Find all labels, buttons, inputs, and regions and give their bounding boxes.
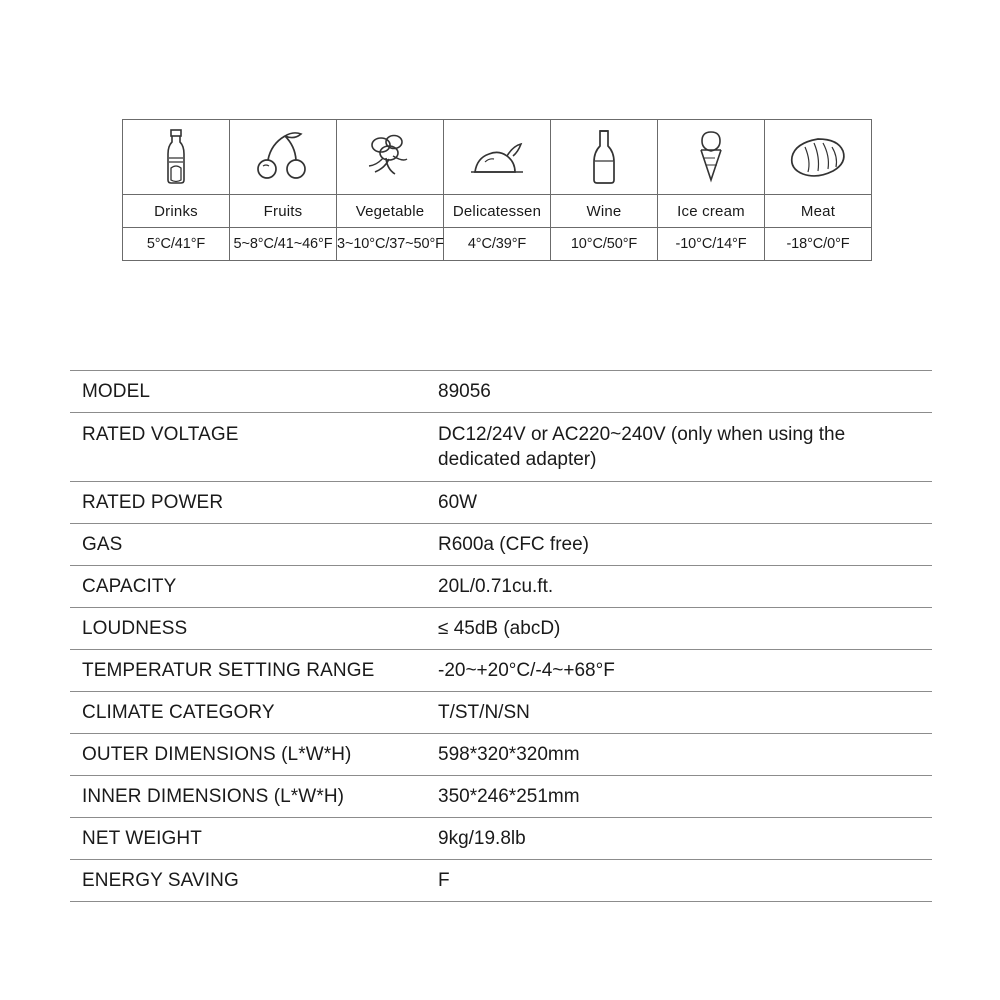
food-name-delicatessen: Delicatessen [444,195,551,228]
spec-label: OUTER DIMENSIONS (L*W*H) [82,744,352,765]
food-temperature-row [123,228,872,261]
spec-label: MODEL [82,381,151,402]
specification-table [70,370,932,902]
food-temp-drinks: 5°C/41°F [123,228,230,261]
spec-row-climate-category [70,692,932,734]
spec-label: CAPACITY [82,576,177,597]
roast-meat-icon [465,132,529,182]
food-icon-cell [551,120,658,195]
food-name-meat: Meat [765,195,872,228]
spec-label: GAS [82,534,123,555]
spec-value: T/ST/N/SN [438,702,530,723]
food-name-drinks: Drinks [123,195,230,228]
cherries-icon [255,130,311,184]
spec-value: DC12/24V or AC220~240V (only when using the dedicated adapter) [438,424,846,470]
ice-cream-icon [693,128,729,186]
spec-row-rated-voltage [70,413,932,482]
food-icon-cell [337,120,444,195]
spec-value: 89056 [438,381,491,402]
spec-label: INNER DIMENSIONS (L*W*H) [82,786,345,807]
food-temp-meat: -18°C/0°F [765,228,872,261]
food-name-fruits: Fruits [230,195,337,228]
spec-row-capacity [70,566,932,608]
soda-bottle-icon [159,128,193,186]
food-icon-cell [444,120,551,195]
wine-bottle-icon [587,128,621,186]
food-temperature-table [122,119,872,261]
spec-label: RATED POWER [82,492,224,513]
spec-value: ≤ 45dB (abcD) [438,618,561,639]
spec-row-temperature-setting-range [70,650,932,692]
spec-value: 9kg/19.8lb [438,828,526,849]
food-icon-cell [123,120,230,195]
vegetable-icon [359,132,421,182]
spec-label: CLIMATE CATEGORY [82,702,275,723]
steak-icon [787,134,849,180]
spec-row-inner-dimensions [70,776,932,818]
food-temp-wine: 10°C/50°F [551,228,658,261]
food-icon-cell [230,120,337,195]
food-name-vegetable: Vegetable [337,195,444,228]
spec-row-loudness [70,608,932,650]
food-temp-ice-cream: -10°C/14°F [658,228,765,261]
spec-row-gas [70,524,932,566]
food-name-row [123,195,872,228]
food-name-wine: Wine [551,195,658,228]
spec-value: 20L/0.71cu.ft. [438,576,554,597]
spec-row-energy-saving [70,860,932,902]
spec-value: 350*246*251mm [438,786,580,807]
food-icon-row [123,120,872,195]
spec-value: 60W [438,492,478,513]
spec-label: LOUDNESS [82,618,188,639]
spec-label: ENERGY SAVING [82,870,239,891]
food-name-ice-cream: Ice cream [658,195,765,228]
spec-value: 598*320*320mm [438,744,580,765]
spec-row-model [70,371,932,413]
spec-row-outer-dimensions [70,734,932,776]
spec-row-rated-power [70,482,932,524]
spec-value: -20~+20°C/-4~+68°F [438,660,615,681]
food-temp-delicatessen: 4°C/39°F [444,228,551,261]
food-temp-fruits: 5~8°C/41~46°F [230,228,337,261]
spec-label: TEMPERATUR SETTING RANGE [82,660,375,681]
spec-label: NET WEIGHT [82,828,202,849]
food-temp-vegetable: 3~10°C/37~50°F [337,228,444,261]
food-icon-cell [658,120,765,195]
spec-value: F [438,870,450,891]
food-icon-cell [765,120,872,195]
spec-label: RATED VOLTAGE [82,424,239,445]
spec-row-net-weight [70,818,932,860]
spec-value: R600a (CFC free) [438,534,589,555]
